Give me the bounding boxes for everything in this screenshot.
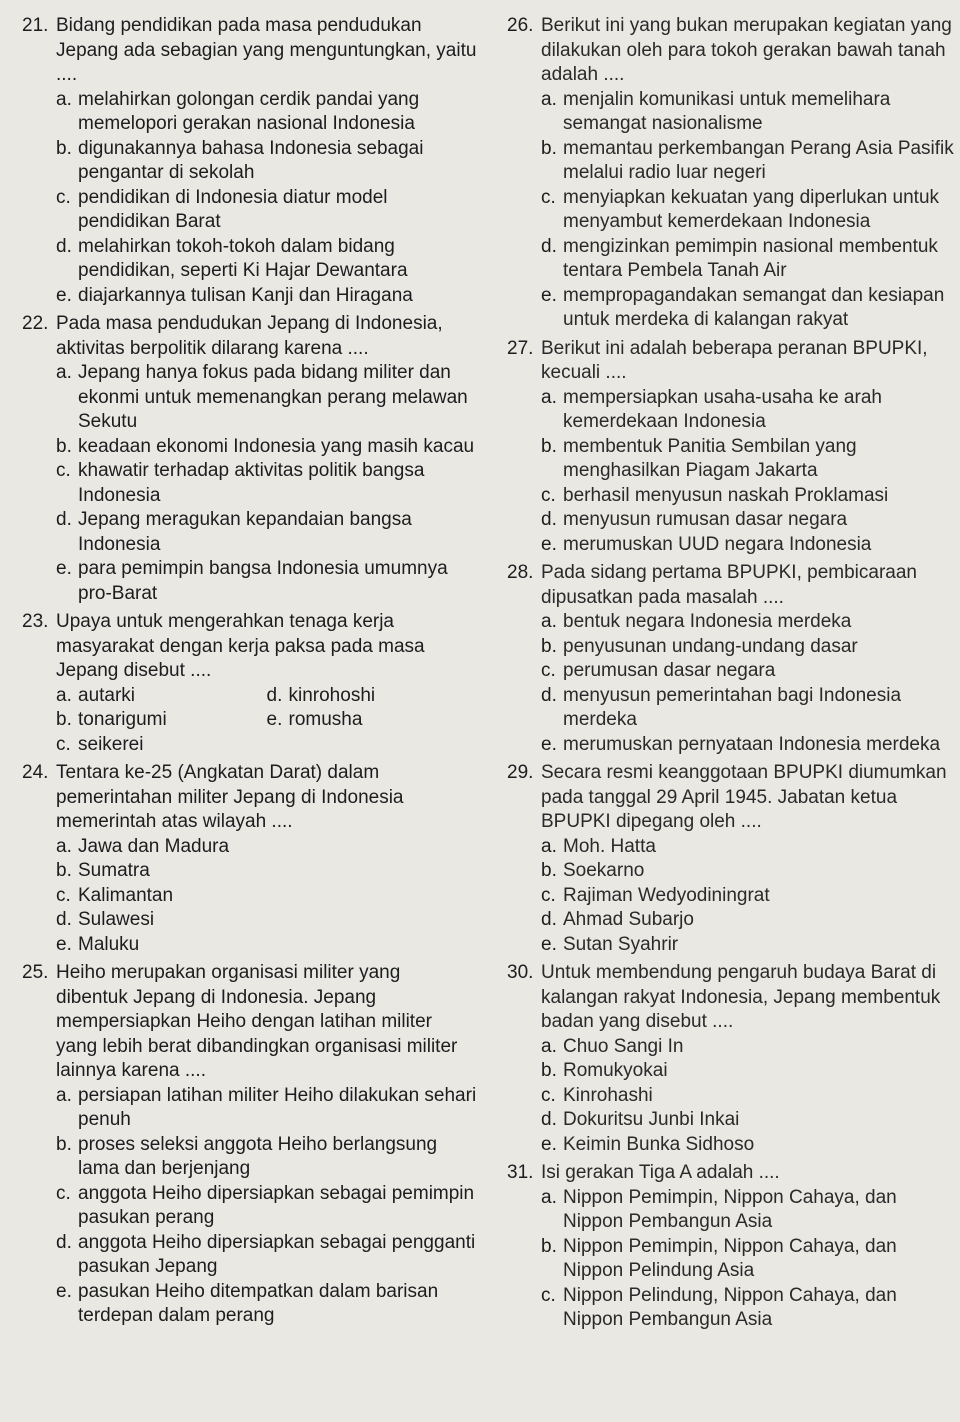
option-text: Romukyokai: [563, 1060, 668, 1081]
option-letter: e.: [56, 933, 72, 955]
option-text: menyiapkan kekuatan yang diperlukan untuk menyambut kemerdekaan Indonesia: [563, 186, 940, 232]
option-letter: a.: [541, 835, 557, 857]
option-text: Jepang meragukan kepandaian bangsa Indonesia: [78, 509, 412, 555]
option-letter: c.: [541, 186, 556, 208]
question-number: 21.: [22, 15, 49, 36]
question-30: [507, 961, 955, 1157]
option-text: anggota Heiho dipersiapkan sebagai pengganti pasukan Jepang: [78, 1231, 476, 1277]
option-letter: d.: [56, 909, 72, 930]
option-text: anggota Heiho dipersiapkan sebagai pemimpin pasukan perang: [78, 1182, 475, 1228]
option-text: Kinrohashi: [563, 1084, 653, 1106]
option-letter: b.: [541, 1060, 557, 1081]
option-letter: e.: [541, 284, 557, 306]
option-letter: c.: [56, 460, 71, 481]
option-text: merumuskan UUD negara Indonesia: [563, 533, 872, 555]
option-text: Sumatra: [78, 860, 150, 881]
option-letter: b.: [541, 137, 557, 159]
option-letter: b.: [56, 1133, 72, 1155]
option-d: [56, 235, 477, 284]
option-text: melahirkan golongan cerdik pandai yang memelopori gerakan nasional Indonesia: [78, 88, 420, 134]
question-number: 30.: [507, 962, 534, 983]
option-letter: d.: [541, 235, 557, 257]
option-a: [56, 835, 477, 860]
option-c: [541, 884, 955, 909]
option-text: keadaan ekonomi Indonesia yang masih kacau: [78, 435, 475, 457]
option-b: [56, 859, 477, 884]
option-text: Chuo Sangi In: [563, 1035, 684, 1057]
option-text: Keimin Bunka Sidhoso: [563, 1133, 755, 1155]
question-25: [22, 961, 477, 1329]
option-text: Nippon Pemimpin, Nippon Cahaya, dan Nippon Pembangun Asia: [563, 1186, 897, 1232]
option-letter: e.: [56, 558, 72, 579]
option-letter: d.: [541, 509, 557, 530]
option-a: [541, 610, 955, 635]
option-grid: [56, 684, 477, 758]
option-a: [541, 1186, 955, 1235]
question-number: 28.: [507, 562, 534, 583]
option-letter: c.: [541, 660, 556, 681]
option-c: [541, 1284, 955, 1333]
question-text: Heiho merupakan organisasi militer yang dibentuk Jepang di Indonesia. Jepang mempersiapkan Heiho dengan latihan militer yang lebih berat dibandingkan organisasi militer lainnya karena ....: [56, 962, 458, 1081]
option-letter: d.: [56, 1231, 72, 1253]
option-c: [541, 659, 955, 684]
option-letter: d.: [541, 1109, 557, 1130]
question-21: [22, 14, 477, 308]
option-letter: e.: [541, 733, 557, 755]
option-b: [541, 859, 955, 884]
option-text: Nippon Pemimpin, Nippon Cahaya, dan Nippon Pelindung Asia: [563, 1235, 897, 1281]
question-27: [507, 337, 955, 558]
option-d: [56, 508, 477, 557]
option-text: pasukan Heiho ditempatkan dalam barisan terdepan dalam perang: [78, 1280, 439, 1326]
option-text: Jawa dan Madura: [78, 835, 230, 857]
option-text: diajarkannya tulisan Kanji dan Hiragana: [78, 284, 413, 306]
option-letter: d.: [541, 909, 557, 930]
option-text: Ahmad Subarjo: [563, 909, 694, 930]
option-text: mempersiapkan usaha-usaha ke arah kemerdekaan Indonesia: [563, 386, 882, 432]
option-letter: c.: [56, 884, 71, 906]
option-b: [56, 137, 477, 186]
option-text: bentuk negara Indonesia merdeka: [563, 611, 852, 632]
option-b: [56, 1133, 477, 1182]
option-text: romusha: [288, 709, 363, 730]
option-c: [541, 186, 955, 235]
option-letter: b.: [541, 1235, 557, 1257]
option-a: [56, 361, 477, 435]
option-text: Kalimantan: [78, 884, 174, 906]
question-text: Berikut ini yang bukan merupakan kegiatan yang dilakukan oleh para tokoh gerakan bawah tanah adalah ....: [541, 15, 952, 85]
option-c: [56, 884, 477, 909]
question-number: 24.: [22, 762, 49, 783]
option-letter: a.: [541, 1035, 557, 1057]
option-b: [541, 137, 955, 186]
option-c: [56, 459, 477, 508]
option-c: [56, 186, 477, 235]
option-text: kinrohoshi: [288, 684, 376, 706]
option-letter: c.: [541, 484, 556, 506]
question-number: 25.: [22, 962, 49, 983]
option-text: Sulawesi: [78, 909, 155, 930]
option-c: [541, 1084, 955, 1109]
option-d: [541, 908, 955, 933]
question-31: [507, 1161, 955, 1333]
option-e: [56, 933, 477, 958]
option-text: pendidikan di Indonesia diatur model pendidikan Barat: [78, 186, 388, 232]
option-a: [56, 684, 267, 709]
question-29: [507, 761, 955, 957]
question-number: 27.: [507, 337, 534, 359]
option-letter: b.: [541, 635, 557, 657]
question-number: 23.: [22, 611, 49, 632]
option-letter: a.: [56, 835, 72, 857]
option-text: proses seleksi anggota Heiho berlangsung lama dan berjenjang: [78, 1133, 438, 1179]
option-letter: a.: [541, 386, 557, 408]
question-text: Berikut ini adalah beberapa peranan BPUPKI, kecuali ....: [541, 337, 928, 383]
option-text: digunakannya bahasa Indonesia sebagai pengantar di sekolah: [78, 137, 424, 183]
option-letter: d.: [56, 509, 72, 530]
option-e: [541, 284, 955, 333]
option-b: [541, 435, 955, 484]
option-text: Nippon Pelindung, Nippon Cahaya, dan Nippon Pembangun Asia: [563, 1284, 897, 1330]
option-e: [56, 284, 477, 309]
question-number: 31.: [507, 1162, 534, 1183]
option-e: [541, 533, 955, 558]
option-e: [267, 708, 478, 733]
option-text: seikerei: [78, 733, 144, 755]
option-e: [541, 933, 955, 958]
option-b: [541, 635, 955, 660]
option-text: mengizinkan pemimpin nasional membentuk tentara Pembela Tanah Air: [563, 235, 938, 281]
question-23: [22, 610, 477, 757]
option-letter: a.: [56, 1084, 72, 1106]
option-letter: d.: [541, 684, 557, 706]
question-text: Pada masa pendudukan Jepang di Indonesia, aktivitas berpolitik dilarang karena ....: [56, 313, 443, 359]
option-text: menyusun pemerintahan bagi Indonesia merdeka: [563, 684, 902, 730]
option-a: [541, 386, 955, 435]
option-text: khawatir terhadap aktivitas politik bangsa Indonesia: [78, 460, 425, 506]
option-d: [541, 508, 955, 533]
option-letter: b.: [56, 709, 72, 730]
option-text: Maluku: [78, 933, 140, 955]
option-letter: c.: [56, 733, 71, 755]
option-e: [541, 1133, 955, 1158]
question-text: Pada sidang pertama BPUPKI, pembicaraan dipusatkan pada masalah ....: [541, 562, 917, 608]
option-d: [541, 235, 955, 284]
question-text: Upaya untuk mengerahkan tenaga kerja masyarakat dengan kerja paksa pada masa Jepang disebut ....: [56, 611, 425, 681]
left-column: [22, 14, 477, 1333]
option-a: [541, 835, 955, 860]
option-letter: a.: [56, 88, 72, 110]
option-text: persiapan latihan militer Heiho dilakukan sehari penuh: [78, 1084, 477, 1130]
option-text: Dokuritsu Junbi Inkai: [563, 1109, 740, 1130]
option-d: [267, 684, 478, 709]
option-e: [541, 733, 955, 758]
option-letter: a.: [56, 362, 72, 383]
option-text: Sutan Syahrir: [563, 933, 679, 955]
option-text: mempropagandakan semangat dan kesiapan untuk merdeka di kalangan rakyat: [563, 284, 945, 330]
option-b: [56, 708, 267, 733]
option-text: Rajiman Wedyodiningrat: [563, 884, 770, 906]
option-letter: b.: [541, 860, 557, 881]
option-letter: b.: [56, 137, 72, 159]
option-text: para pemimpin bangsa Indonesia umumnya pro-Barat: [78, 558, 448, 604]
option-letter: c.: [56, 1182, 71, 1204]
question-text: Tentara ke-25 (Angkatan Darat) dalam pemerintahan militer Jepang di Indonesia memerintah atas wilayah ....: [56, 762, 404, 832]
option-text: membentuk Panitia Sembilan yang menghasilkan Piagam Jakarta: [563, 435, 857, 481]
option-text: menjalin komunikasi untuk memelihara semangat nasionalisme: [563, 88, 891, 134]
option-a: [56, 88, 477, 137]
option-e: [56, 1280, 477, 1329]
option-letter: e.: [541, 533, 557, 555]
option-text: menyusun rumusan dasar negara: [563, 509, 848, 530]
option-letter: a.: [56, 684, 72, 706]
option-text: Moh. Hatta: [563, 835, 656, 857]
option-text: Jepang hanya fokus pada bidang militer dan ekonmi untuk memenangkan perang melawan Sekutu: [78, 362, 468, 432]
option-letter: c.: [541, 884, 556, 906]
option-text: perumusan dasar negara: [563, 660, 776, 681]
option-b: [541, 1235, 955, 1284]
option-text: tonarigumi: [78, 709, 167, 730]
question-text: Secara resmi keanggotaan BPUPKI diumumkan pada tanggal 29 April 1945. Jabatan ketua BPUPKI dipegang oleh ....: [541, 762, 947, 832]
option-c: [56, 733, 267, 758]
question-26: [507, 14, 955, 333]
option-d: [541, 1108, 955, 1133]
right-column: [507, 14, 955, 1337]
option-d: [56, 1231, 477, 1280]
option-letter: c.: [56, 186, 71, 208]
option-letter: e.: [56, 1280, 72, 1302]
option-letter: c.: [541, 1284, 556, 1306]
option-c: [541, 484, 955, 509]
option-text: autarki: [78, 684, 136, 706]
question-number: 29.: [507, 762, 534, 783]
question-22: [22, 312, 477, 606]
option-text: memantau perkembangan Perang Asia Pasifik melalui radio luar negeri: [563, 137, 954, 183]
option-letter: e.: [56, 284, 72, 306]
option-e: [56, 557, 477, 606]
option-text: berhasil menyusun naskah Proklamasi: [563, 484, 889, 506]
option-b: [56, 435, 477, 460]
option-letter: a.: [541, 611, 557, 632]
option-text: penyusunan undang-undang dasar: [563, 635, 858, 657]
option-letter: b.: [56, 860, 72, 881]
option-letter: b.: [56, 435, 72, 457]
option-letter: a.: [541, 1186, 557, 1208]
question-24: [22, 761, 477, 957]
question-number: 26.: [507, 15, 534, 36]
question-28: [507, 561, 955, 757]
option-letter: e.: [541, 933, 557, 955]
option-letter: c.: [541, 1084, 556, 1106]
option-d: [541, 684, 955, 733]
option-letter: d.: [266, 684, 283, 706]
question-text: Bidang pendidikan pada masa pendudukan Jepang ada sebagian yang menguntungkan, yaitu ....: [56, 15, 477, 85]
option-text: Soekarno: [563, 860, 645, 881]
option-text: melahirkan tokoh-tokoh dalam bidang pendidikan, seperti Ki Hajar Dewantara: [78, 235, 408, 281]
option-letter: e.: [541, 1133, 557, 1155]
option-c: [56, 1182, 477, 1231]
option-b: [541, 1059, 955, 1084]
option-text: merumuskan pernyataan Indonesia merdeka: [563, 733, 941, 755]
question-text: Isi gerakan Tiga A adalah ....: [541, 1162, 780, 1183]
question-text: Untuk membendung pengaruh budaya Barat di kalangan rakyat Indonesia, Jepang membentuk badan yang disebut ....: [541, 962, 941, 1032]
question-number: 22.: [22, 313, 49, 334]
option-letter: e.: [266, 709, 283, 730]
option-letter: b.: [541, 435, 557, 457]
option-a: [56, 1084, 477, 1133]
option-letter: d.: [56, 235, 72, 257]
option-a: [541, 88, 955, 137]
option-letter: a.: [541, 88, 557, 110]
option-d: [56, 908, 477, 933]
option-a: [541, 1035, 955, 1060]
